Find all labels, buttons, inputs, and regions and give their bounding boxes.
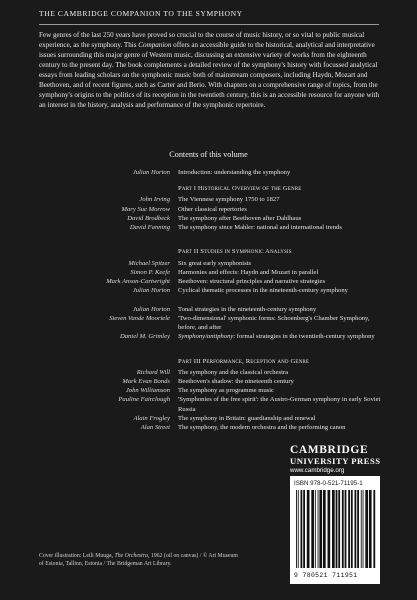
barcode-bar (307, 490, 310, 568)
toc-author: Richard Will (136, 368, 170, 376)
toc-author: Mary Sue Morrow (121, 205, 170, 213)
cover-illustration-credit (39, 552, 239, 568)
toc-chapter-title: Symphony/antiphony: formal strategies in the twentieth-century symphony (178, 333, 375, 341)
barcode-bar (345, 490, 347, 568)
barcode-bar (332, 490, 335, 568)
toc-chapter-title: The symphony and the classical orchestra (178, 368, 289, 376)
barcode-bar (357, 490, 359, 568)
publisher-name-line2: UNIVERSITY PRESS (290, 456, 381, 466)
toc-part-heading: Part I Historical Overview of the Genre (178, 185, 302, 193)
publisher-logo (290, 444, 400, 474)
description-text-1: Few genres of the last 250 years have proved so crucial to the course of music history, or so vital to public musical experience, as the symphony. This (39, 31, 365, 49)
toc-chapter-title: The symphony as programme music (178, 387, 274, 395)
toc-chapter-title: Tonal strategies in the nineteenth-century symphony (178, 305, 317, 313)
toc-author: Julian Horton (132, 169, 170, 176)
barcode-bar (361, 490, 362, 568)
barcode-bar (369, 490, 372, 568)
book-description (39, 30, 381, 110)
toc-author: Daniel M. Grimley (120, 333, 170, 341)
publisher-url: www.cambridge.org (290, 467, 345, 474)
credit-rest: , 1962 (oil on canvas) / © Art Museum of Estonia, Tallinn, Estonia / The Bridgeman Art Library. (39, 553, 238, 567)
toc-author: Julian Horton (132, 305, 170, 313)
isbn-label: ISBN 978-0-521-71195-1 (294, 480, 363, 487)
barcode-bar (315, 490, 316, 568)
publisher-name-line1: CAMBRIDGE (290, 444, 369, 456)
toc-chapter-title: The Viennese symphony 1750 to 1827 (178, 196, 280, 204)
barcode-bar (336, 490, 338, 568)
series-title: THE CAMBRIDGE COMPANION TO THE SYMPHONY (39, 9, 243, 18)
barcode-bar (323, 490, 326, 568)
toc-part-heading: Part II Studies in Symphonic Analysis (178, 248, 292, 256)
barcode-bar (373, 490, 375, 568)
barcode-bar (296, 490, 297, 568)
toc-chapter-title: The symphony in Britain: guardianship and renewal (178, 414, 316, 422)
toc-author: David Fanning (129, 224, 170, 231)
toc-author: Julian Horton (132, 287, 170, 295)
contents-heading: Contents of this volume (169, 150, 248, 159)
toc-author: Michael Spitzer (128, 259, 170, 267)
description-paragraph (39, 30, 381, 110)
toc-chapter-title: Introduction: understanding the symphony (178, 169, 291, 176)
toc-chapter-title: Beethoven's shadow: the nineteenth century (178, 378, 294, 385)
barcode-bar (355, 490, 357, 568)
toc-chapter-title: The symphony after Beethoven after Dahlhaus (178, 214, 302, 222)
barcode-bar (298, 490, 299, 568)
toc-author: Mark Evan Bonds (122, 378, 170, 385)
toc-chapter-title: 'Symphonies of the free spirit': the Austro-German symphony in early Soviet Russia (178, 396, 381, 413)
toc-chapter-title: Beethoven: structural principles and narrative strategies (178, 278, 326, 285)
toc-chapter-title: Cyclical thematic processes in the nineteenth-century symphony (178, 287, 348, 295)
toc-author: Simon P. Keefe (130, 268, 170, 276)
barcode-panel (290, 476, 380, 584)
barcode-bar (363, 490, 364, 568)
toc-chapter-title: The symphony since Mahler: national and international trends (178, 224, 342, 231)
toc-chapter-title: Other classical repertories (178, 205, 247, 213)
barcode-bar (311, 490, 314, 568)
toc-author: Mark Anson-Cartwright (106, 278, 170, 285)
toc-chapter-title: Harmonies and effects: Haydn and Mozart in parallel (178, 268, 319, 276)
toc-author: David Brodbeck (127, 214, 170, 222)
barcode-bar (351, 490, 353, 568)
toc-author: Alan Street (140, 424, 170, 431)
header-rule (39, 24, 379, 25)
barcode-bar (342, 490, 344, 568)
toc-chapter-title: The symphony, the modern orchestra and the performing canon (178, 424, 346, 431)
barcode-bar (328, 490, 331, 568)
barcode-bar (319, 490, 322, 568)
description-text-2: offers an accessible guide to the historical, analytical and interpretative issues surrounding this major genre of Western music, discussing an extensive variety of works from the eighteenth century to the present day. The book complements a detailed review of the symphony's history with focussed analytical essays from leading scholars on the symphonic music both of mainstream composers, including Haydn, Mozart and Beethoven, and of recent figures, such as Carter and Berio. With chapters on a comprehensive range of topics, from the symphony's origins to the politics of its reception in the twentieth century, this is an accessible resource for anyone with an interest in the history, analysis and performance of the symphonic repertoire. (39, 41, 380, 109)
toc-author: John Irving (139, 196, 170, 204)
toc-author: Steven Vande Moortele (109, 314, 170, 322)
toc-chapter-title: 'Two-dimensional' symphonic forms: Schoenberg's Chamber Symphony, before, and after (178, 314, 370, 331)
toc-author: Alain Frogley (133, 414, 170, 422)
toc-chapter-title: Six great early symphonists (178, 259, 252, 267)
toc-author: Pauline Fairclough (118, 396, 170, 404)
toc-part-heading: Part III Performance, Reception and Genre (178, 357, 310, 365)
credit-prefix: Cover illustration: Leili Muuga, (39, 553, 115, 559)
barcode-bar (365, 490, 368, 568)
description-emphasis: Companion (138, 41, 172, 49)
credit-work-title: The Orchestra (114, 553, 148, 559)
barcode-bar (338, 490, 340, 568)
barcode-bar (303, 490, 305, 568)
barcode-bar (348, 490, 350, 568)
toc-author: John Williamson (125, 387, 170, 395)
barcode-graphic (294, 490, 376, 570)
barcode-bar (318, 490, 319, 568)
barcode-digits: 9 780521 711951 (294, 572, 358, 579)
barcode-bar (301, 490, 303, 568)
